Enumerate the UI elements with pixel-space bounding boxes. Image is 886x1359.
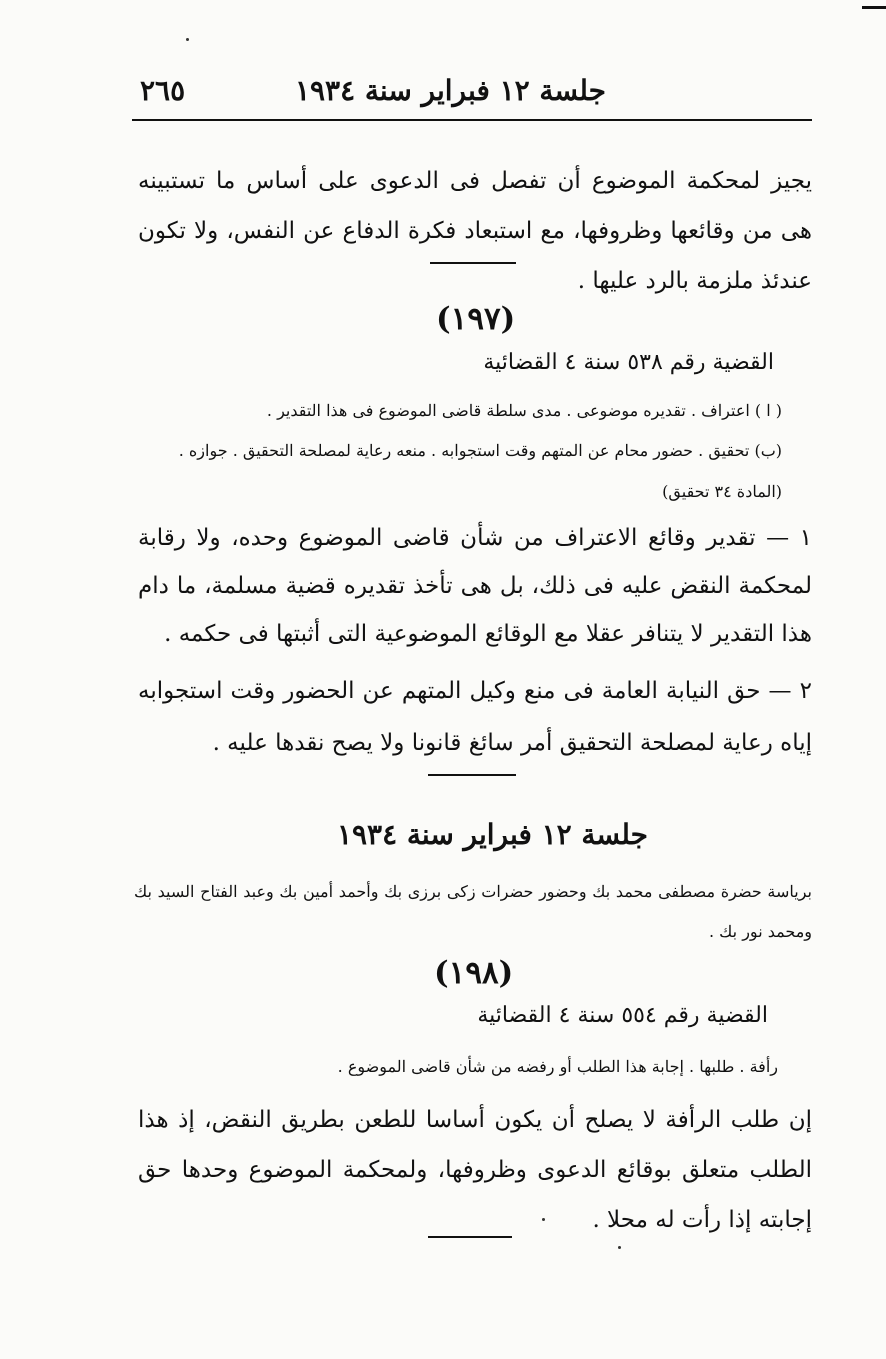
presidency-line: برياسة حضرة مصطفى محمد بك وحضور حضرات زكى برزى بك وأحمد أمين بك وعبد الفتاح السيد بك ومحمد نور بك . — [134, 882, 812, 941]
scan-speck — [618, 1246, 621, 1249]
case-reference-198: القضية رقم ٥٥٤ سنة ٤ القضائية — [477, 1003, 768, 1028]
principle-paragraph-198: إن طلب الرأفة لا يصلح أن يكون أساسا للطعن بطريق النقض، إذ هذا الطلب متعلق بوقائع الدعوى وظروفها، ولمحكمة الموضوع وحدها حق إجابته إذا رأت له محلا . — [138, 1107, 812, 1233]
keyword-line: رأفة . طلبها . إجابة هذا الطلب أو رفضه من شأن قاضى الموضوع . — [337, 1057, 778, 1076]
header-rule — [132, 119, 812, 121]
keyword-line-b: (ب) تحقيق . حضور محام عن المتهم وقت استجوابه . منعه رعاية لمصلحة التحقيق . جوازه . — [178, 441, 782, 460]
keyword-line-a: ( ا ) اعتراف . تقديره موضوعى . مدى سلطة قاضى الموضوع فى هذا التقدير . — [266, 401, 782, 420]
case-number-197: (١٩٧) — [436, 301, 516, 337]
page-number: ٢٦٥ — [140, 74, 186, 107]
corner-mark — [862, 6, 886, 9]
continued-paragraph: يجيز لمحكمة الموضوع أن تفصل فى الدعوى على أساس ما تستبينه هى من وقائعها وظروفها، مع استبعاد فكرة الدفاع عن النفس، ولا تكون عندئذ ملزمة بالرد عليها . — [138, 168, 812, 294]
article-reference: (المادة ٣٤ تحقيق) — [662, 482, 782, 501]
case-reference-197: القضية رقم ٥٣٨ سنة ٤ القضائية — [483, 350, 774, 375]
principle-paragraph-1: ١ — تقدير وقائع الاعتراف من شأن قاضى الموضوع وحده، ولا رقابة لمحكمة النقض عليه فى ذلك، بل هى تأخذ تقديره قضية مسلمة، ما دام هذا التقدير لا يتنافر عقلا مع الوقائع الموضوعية التى أثبتها فى حكمه . — [138, 525, 812, 647]
scan-speck — [542, 1218, 545, 1221]
principle-paragraph-2: ٢ — حق النيابة العامة فى منع وكيل المتهم عن الحضور وقت استجوابه إياه رعاية لمصلحة التحقيق أمر سائغ قانونا ولا يصح نقدها عليه . — [138, 678, 812, 756]
section-separator — [428, 774, 516, 776]
case-number-198: (١٩٨) — [434, 955, 514, 991]
section-separator — [430, 262, 516, 264]
running-header-title: جلسة ١٢ فبراير سنة ١٩٣٤ — [294, 74, 606, 107]
section-separator — [428, 1236, 512, 1238]
session-heading: جلسة ١٢ فبراير سنة ١٩٣٤ — [336, 818, 648, 851]
scan-speck — [186, 38, 189, 41]
